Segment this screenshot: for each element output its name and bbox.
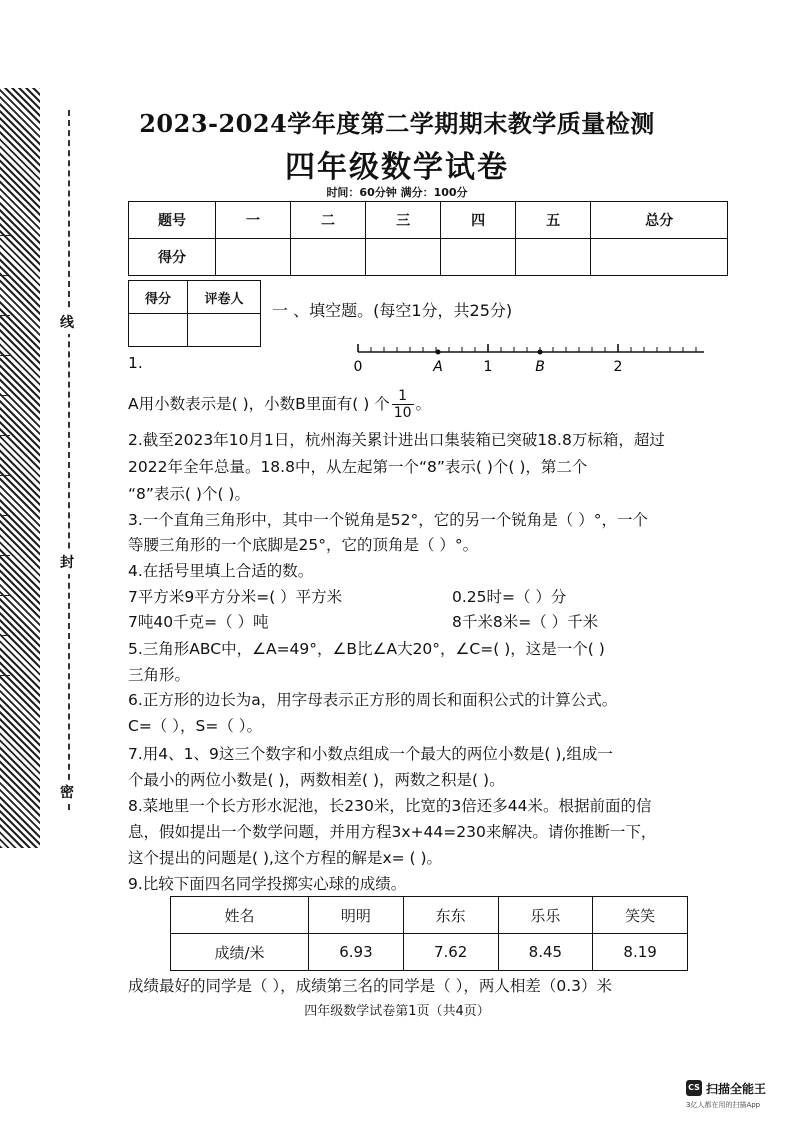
q7-line: 7.用4、1、9这三个数字和小数点组成一个最大的两位小数是( ),组成一 bbox=[128, 745, 613, 763]
q6-line: C=（ ），S=（ ）。 bbox=[128, 717, 262, 735]
score-cell[interactable] bbox=[216, 239, 291, 276]
camscanner-logo-icon: CS bbox=[686, 1080, 702, 1096]
point-a bbox=[436, 350, 441, 355]
score-row-label: 得分 bbox=[129, 239, 216, 276]
q1-text-b: 。 bbox=[415, 395, 432, 413]
table-header-cell: 东东 bbox=[403, 897, 498, 934]
grader-label: 评卷人 bbox=[188, 281, 261, 314]
margin-tick bbox=[0, 675, 10, 676]
q1-text-a: A用小数表示是( )，小数B里面有( ) 个 bbox=[128, 395, 390, 413]
table-header-cell: 姓名 bbox=[171, 897, 309, 934]
grader-table bbox=[128, 280, 261, 347]
camscanner-name: 扫描全能王 bbox=[706, 1082, 767, 1096]
number-line-ticks bbox=[358, 344, 696, 352]
score-cell[interactable] bbox=[516, 239, 591, 276]
margin-tick bbox=[0, 395, 10, 396]
margin-tick bbox=[0, 355, 10, 356]
score-header-cell: 三 bbox=[366, 202, 441, 239]
q3-line: 等腰三角形的一个底脚是25°，它的顶角是（ ）°。 bbox=[128, 536, 479, 554]
q8-line: 这个提出的问题是( ),这个方程的解是x= ( )。 bbox=[128, 849, 443, 867]
q2-line: 2.截至2023年10月1日，杭州海关累计进出口集装箱已突破18.8万标箱，超过 bbox=[128, 431, 665, 449]
q8-line: 8.菜地里一个长方形水泥池，长230米，比宽的3倍还多44米。根据前面的信 bbox=[128, 797, 652, 815]
table-cell: 6.93 bbox=[309, 934, 404, 971]
grader-cell[interactable] bbox=[188, 314, 261, 347]
q5-line: 三角形。 bbox=[128, 666, 191, 684]
table-header-cell: 明明 bbox=[309, 897, 404, 934]
axis-label-0: 0 bbox=[353, 359, 363, 375]
score-header-cell: 二 bbox=[291, 202, 366, 239]
exam-title: 2023-2024学年度第二学期期末教学质量检测 bbox=[139, 109, 655, 138]
table-row bbox=[171, 934, 688, 971]
q2-line: 2022年全年总量。18.8中，从左起第一个“8”表示( )个( )，第二个 bbox=[128, 458, 588, 476]
margin-tick bbox=[0, 235, 10, 236]
seal-char-mi: 密 bbox=[60, 780, 74, 804]
fraction-numerator: 1 bbox=[392, 388, 414, 405]
q1-question bbox=[128, 388, 431, 421]
seal-char-feng: 封 bbox=[60, 550, 74, 574]
section-title: 一 、填空题。(每空1分，共25分) bbox=[272, 301, 513, 320]
margin-tick bbox=[0, 435, 10, 436]
q4-line: 4.在括号里填上合适的数。 bbox=[128, 562, 314, 580]
q6-line: 6.正方形的边长为a，用字母表示正方形的周长和面积公式的计算公式。 bbox=[128, 691, 618, 709]
score-header-cell: 四 bbox=[441, 202, 516, 239]
q3-line: 3.一个直角三角形中，其中一个锐角是52°，它的另一个锐角是（ ）°，一个 bbox=[128, 511, 648, 529]
score-cell[interactable] bbox=[441, 239, 516, 276]
q9-after: 成绩最好的同学是（ ），成绩第三名的同学是（ ），两人相差（0.3）米 bbox=[128, 977, 613, 995]
q9-line: 9.比较下面四名同学投掷实心球的成绩。 bbox=[128, 875, 407, 893]
q1-number: 1. bbox=[128, 354, 143, 372]
margin-tick bbox=[0, 555, 10, 556]
score-cell[interactable] bbox=[291, 239, 366, 276]
table-row-label: 成绩/米 bbox=[171, 934, 309, 971]
margin-tick bbox=[0, 595, 10, 596]
fraction bbox=[392, 388, 414, 421]
grader-cell[interactable] bbox=[129, 314, 188, 347]
q4-item: 8千米8米=（ ）千米 bbox=[452, 613, 599, 631]
margin-tick bbox=[0, 275, 10, 276]
page-footer: 四年级数学试卷第1页（共4页） bbox=[304, 1004, 490, 1019]
axis-label-a: A bbox=[433, 359, 443, 375]
score-table bbox=[128, 201, 728, 276]
axis-label-b: B bbox=[535, 359, 545, 375]
q8-line: 息，假如提出一个数学问题，并用方程3x+44=230来解决。请你推断一下， bbox=[128, 823, 657, 841]
seal-char-xian: 线 bbox=[60, 310, 74, 334]
table-cell: 8.45 bbox=[498, 934, 593, 971]
margin-tick bbox=[0, 635, 10, 636]
score-header-cell: 总分 bbox=[591, 202, 728, 239]
q5-line: 5.三角形ABC中，∠A=49°，∠B比∠A大20°，∠C=( )，这是一个( ) bbox=[128, 640, 605, 658]
score-table-row bbox=[129, 202, 728, 239]
exam-meta: 时间：60分钟 满分：100分 bbox=[326, 186, 468, 199]
grader-label: 得分 bbox=[129, 281, 188, 314]
seal-dashed-line bbox=[68, 110, 70, 810]
score-header-cell: 五 bbox=[516, 202, 591, 239]
axis-label-2: 2 bbox=[613, 359, 623, 375]
axis-label-1: 1 bbox=[483, 359, 493, 375]
table-cell: 8.19 bbox=[593, 934, 688, 971]
camscanner-tagline: 3亿人都在用的扫描App bbox=[686, 1101, 761, 1109]
table-row bbox=[171, 897, 688, 934]
q2-line: “8”表示( )个( )。 bbox=[128, 485, 250, 503]
score-header-cell: 一 bbox=[216, 202, 291, 239]
table-header-cell: 笑笑 bbox=[593, 897, 688, 934]
score-header-cell: 题号 bbox=[129, 202, 216, 239]
margin-tick bbox=[0, 475, 10, 476]
q7-line: 个最小的两位小数是( )，两数相差( )，两数之积是( )。 bbox=[128, 771, 505, 789]
fraction-denominator: 10 bbox=[393, 405, 412, 421]
table-cell: 7.62 bbox=[403, 934, 498, 971]
point-b bbox=[538, 350, 543, 355]
score-cell[interactable] bbox=[366, 239, 441, 276]
score-cell[interactable] bbox=[591, 239, 728, 276]
margin-tick bbox=[0, 315, 10, 316]
q4-item: 0.25时=（ ）分 bbox=[452, 588, 567, 606]
results-table bbox=[170, 896, 688, 971]
q4-item: 7吨40千克=（ ）吨 bbox=[128, 613, 269, 631]
margin-tick bbox=[0, 515, 10, 516]
binding-margin-pattern bbox=[0, 88, 40, 848]
score-table-row bbox=[129, 239, 728, 276]
exam-subtitle: 四年级数学试卷 bbox=[285, 150, 509, 185]
q4-item: 7平方米9平方分米=( ）平方米 bbox=[128, 588, 343, 606]
number-line bbox=[352, 340, 712, 376]
table-header-cell: 乐乐 bbox=[498, 897, 593, 934]
